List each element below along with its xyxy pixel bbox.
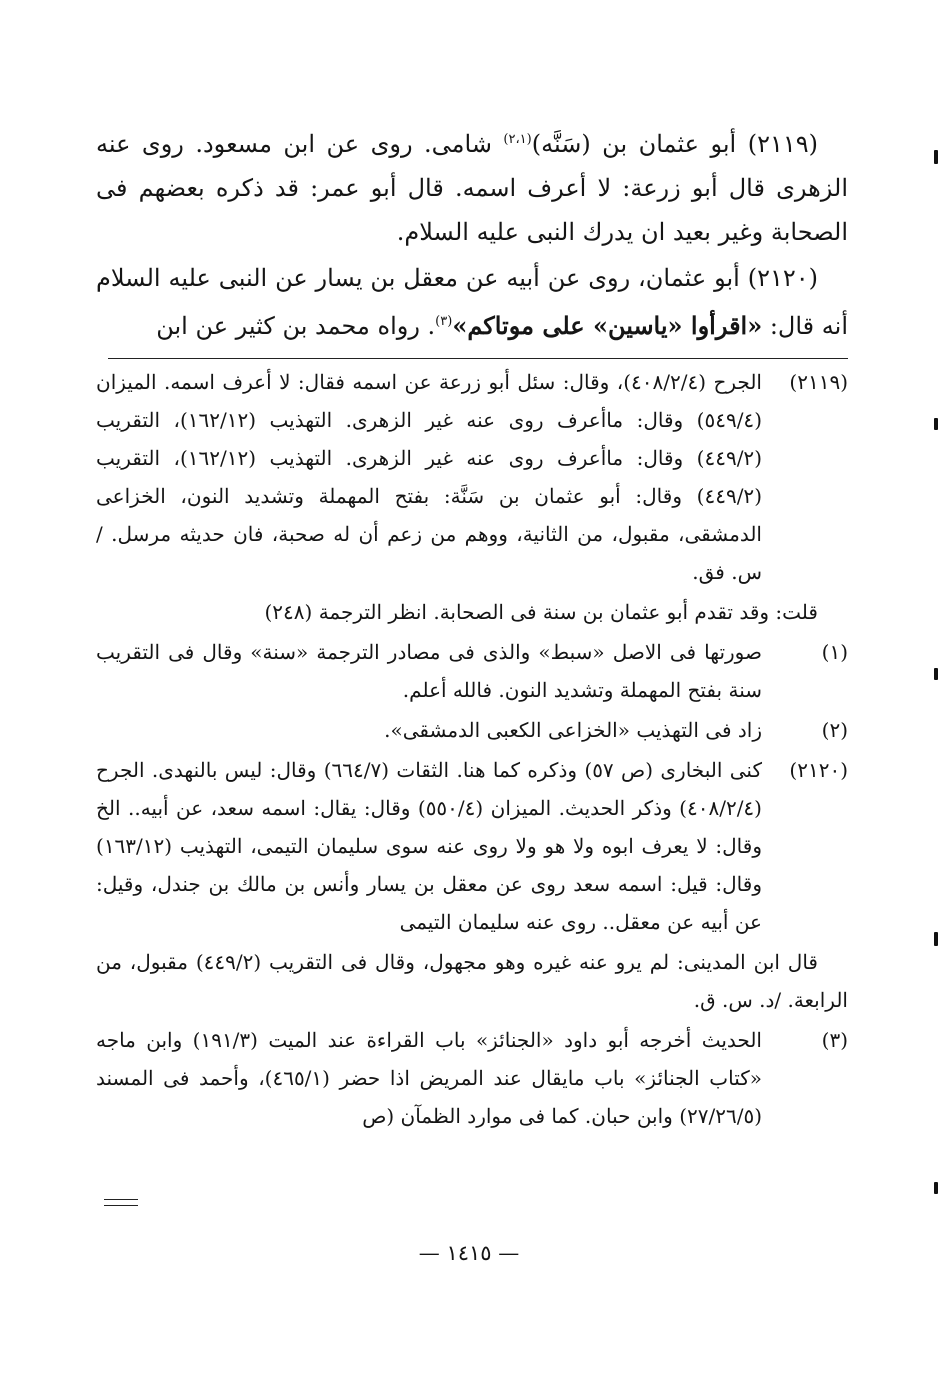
footnote-label: (٢١٢٠) <box>789 758 848 782</box>
footnote-3 <box>96 1021 848 1135</box>
footnote-label: (٢١١٩) <box>789 370 848 394</box>
footnote-label: (٣) <box>821 1028 848 1052</box>
footnotes <box>96 363 848 1135</box>
document-page <box>96 118 848 1135</box>
scan-edge-mark <box>934 150 938 164</box>
scan-edge-mark <box>934 418 938 430</box>
entry-2120 <box>96 256 848 348</box>
footnote-separator <box>108 358 848 359</box>
scan-edge-mark <box>934 668 938 680</box>
hadith-quote: «اقرأوا «ياسين» على موتاكم» <box>452 311 763 340</box>
footnote-ref-1-2: (٢،١) <box>503 132 532 147</box>
footnote-2 <box>96 711 848 749</box>
footnote-2119-remark: قلت: وقد تقدم أبو عثمان بن سنة فى الصحابة. انظر الترجمة (٢٤٨) <box>264 600 818 624</box>
footnote-label: (١) <box>821 640 848 664</box>
footnote-text: صورتها فى الاصل «سبط» والذى فى مصادر الترجمة «سنة» وقال فى التقريب سنة بفتح المهملة وتشديد النون. فالله أعلم. <box>96 640 762 702</box>
footnote-2120 <box>96 751 848 941</box>
main-text <box>96 118 848 348</box>
scan-edge-mark <box>934 1182 938 1194</box>
page-number: — ١٤١٥ — <box>418 1241 520 1265</box>
entry-2120-text-a: (٢١٢٠) أبو عثمان، روى عن أبيه عن معقل بن يسار عن النبى عليه السلام أنه قال: <box>96 264 848 340</box>
scan-edge-mark <box>934 932 938 946</box>
footnote-1 <box>96 633 848 709</box>
continuation-mark <box>104 1199 138 1206</box>
entry-2119-text-a: (٢١١٩) أبو عثمان بن (سَنَّه) <box>531 130 818 158</box>
footnote-text: الحديث أخرجه أبو داود «الجنائز» باب القراءة عند الميت (١٩١/٣) وابن ماجه «كتاب الجنائز» باب مايقال عند المريض اذا حضر (٤٦٥/١)، وأحمد فى المسند (٢٧/٢٦/٥) وابن حبان. كما فى موارد الظمآن (ص <box>96 1028 762 1128</box>
footnote-2119 <box>96 363 848 591</box>
footnote-text: زاد فى التهذيب «الخزاعى الكعبى الدمشقى». <box>384 718 762 742</box>
entry-2119-text-b: شامى. روى عن ابن مسعود. روى عنه الزهرى قال أبو زرعة: لا أعرف اسمه. قال أبو عمر: قد ذكره بعضهم فى الصحابة وغير بعيد ان يدرك النبى عليه السلام. <box>96 130 848 246</box>
footnote-label: (٢) <box>821 718 848 742</box>
footnote-ref-3: (٣) <box>435 314 453 329</box>
entry-2120-text-b: . رواه محمد بن كثير عن ابن <box>156 312 436 340</box>
footnote-text: كنى البخارى (ص ٥٧) وذكره كما هنا. الثقات (٦٦٤/٧) وقال: ليس بالنهدى. الجرح (٤٠٨/٢/٤) وذكر الحديث. الميزان (٥٥٠/٤) وقال: يقال: اسمه سعد، عن أبيه.. الخ وقال: لا يعرف ابوه ولا هو ولا روى عنه سوى سليمان التيمى، التهذيب (١٦٣/١٢) وقال: قيل: اسمه سعد روى عن معقل بن يسار وأنس بن مالك بن جندل، وقيل: عن أبيه عن معقل.. روى عنه سليمان التيمى <box>96 758 762 934</box>
footnote-2120-remark: قال ابن المدينى: لم يرو عنه غيره وهو مجهول، وقال فى التقريب (٤٤٩/٢) مقبول، من الرابعة. /د. س. ق. <box>96 950 848 1012</box>
entry-2119 <box>96 118 848 254</box>
footnote-text: الجرح (٤٠٨/٢/٤)، وقال: سئل أبو زرعة عن اسمه فقال: لا أعرف اسمه. الميزان (٥٤٩/٤) وقال: ماأعرف روى عنه غير الزهرى. التهذيب (١٦٢/١٢)، التقريب (٤٤٩/٢) وقال: ماأعرف روى عنه غير الزهرى. التهذيب (١٦٢/١٢)، التقريب (٤٤٩/٢) وقال: أبو عثمان بن سَنَّة: بفتح المهملة وتشديد النون، الخزاعى الدمشقى، مقبول، من الثانية، ووهم من زعم أن له صحبة، فان حديثه مرسل. /س. فق. <box>96 370 762 584</box>
